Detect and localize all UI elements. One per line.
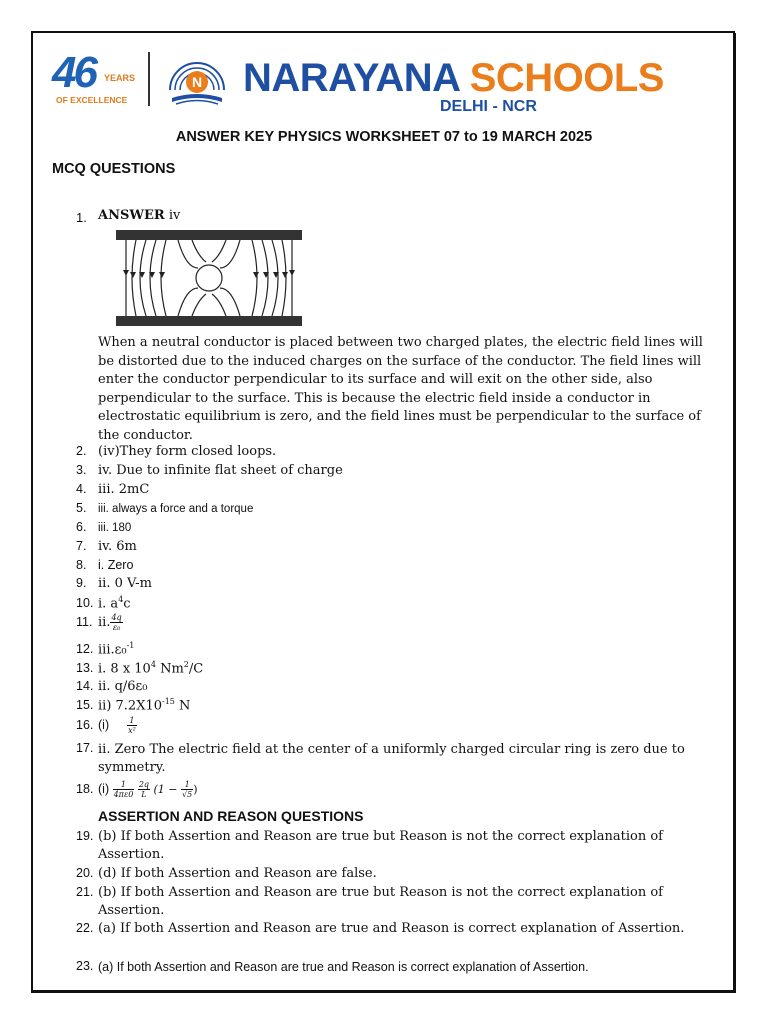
answer-row: 16. (i) $\frac{1}{\text{x²}}$ bbox=[76, 716, 136, 735]
answer-value: iv bbox=[168, 208, 181, 223]
answer-row: 11. ii. $\frac{4q}{\text{ε₀}}$ bbox=[76, 613, 122, 632]
excellence-text: OF EXCELLENCE bbox=[56, 95, 128, 105]
answer-17-text: ii. Zero The electric field at the center of a uniformly charged circular ring is zero due to symmetry. bbox=[98, 742, 685, 775]
answer-row: 7. iv. 6m bbox=[76, 539, 137, 554]
answer-row: 17. bbox=[76, 741, 94, 755]
document-title: ANSWER KEY PHYSICS WORKSHEET 07 to 19 MARCH 2025 bbox=[175, 129, 593, 145]
answer-row: 9. ii. 0 V-m bbox=[76, 576, 152, 591]
answer-row: 13. i. 8 x $10^4$ Nm$^2$/C bbox=[76, 660, 204, 677]
question-1-number: 1. bbox=[76, 210, 87, 225]
field-lines-diagram bbox=[116, 228, 302, 332]
fraction: $\frac{4q}{\text{ε₀}}$ bbox=[111, 613, 122, 632]
answer-row: 5. iii. always a force and a torque bbox=[76, 501, 254, 515]
question-1-explanation: When a neutral conductor is placed between two charged plates, the electric field lines will be distorted due to the induced charges on the surface of the conductor. The field lines will enter the conductor perpendicular to its surface and will exit on the other side, also perpendicular to the surface. This is because the electric field inside a conductor in electrostatic equilibrium is zero, and the field lines must be perpendicular to the surface of the conductor. bbox=[98, 335, 703, 443]
answer-row: 6. iii. 180 bbox=[76, 520, 132, 534]
answer-row: 19. bbox=[76, 829, 94, 843]
answer-22-text: (a) If both Assertion and Reason are true and Reason is correct explanation of Assertion. bbox=[98, 921, 685, 936]
answer-row: 18. (i) $\frac{1}{4\pi\varepsilon 0}$ $\frac{2q}{L}$ (1 − $\frac{1}{√5}$ ) bbox=[76, 780, 198, 799]
page-border-shadow-right bbox=[733, 33, 736, 993]
school-emblem-icon bbox=[162, 50, 232, 110]
answer-row: 21. bbox=[76, 885, 94, 899]
answer-row: 10. i. $a^4c$ bbox=[76, 595, 131, 612]
answer-row: 23. bbox=[76, 959, 94, 973]
answer-row: 12. iii.ε₀$^{-1}$ bbox=[76, 641, 135, 658]
section-heading-assertion-reason: ASSERTION AND REASON QUESTIONS bbox=[98, 808, 364, 824]
answer-row: 8. i. Zero bbox=[76, 558, 134, 572]
answer-row: 15. ii) $7.2X10^{-15}$ N bbox=[76, 697, 191, 714]
fraction: $\frac{1}{√5}$ bbox=[182, 780, 193, 799]
years-text: YEARS bbox=[104, 73, 136, 83]
answer-row: 3. iv. Due to infinite flat sheet of charge bbox=[76, 463, 343, 478]
answer-label: ANSWER bbox=[98, 208, 165, 223]
answer-row: 22. bbox=[76, 921, 94, 935]
fraction: $\frac{1}{\text{x²}}$ bbox=[128, 716, 136, 735]
answer-row: 2. (iv)They form closed loops. bbox=[76, 444, 277, 459]
answer-20-text: (d) If both Assertion and Reason are false. bbox=[98, 866, 377, 881]
answer-19-text: (b) If both Assertion and Reason are true but Reason is not the correct explanation of Assertion. bbox=[98, 829, 663, 862]
page-border-shadow-bottom bbox=[33, 990, 735, 993]
header-divider bbox=[148, 52, 150, 106]
years-number: 46 bbox=[52, 48, 95, 97]
fraction: $\frac{1}{4\pi\varepsilon 0}$ bbox=[113, 780, 134, 799]
brand-name bbox=[243, 58, 664, 98]
answer-21-text: (b) If both Assertion and Reason are true but Reason is not the correct explanation of Assertion. bbox=[98, 885, 663, 918]
answer-23-text: (a) If both Assertion and Reason are true and Reason is correct explanation of Assertion. bbox=[98, 960, 589, 974]
anniversary-logo bbox=[52, 48, 136, 108]
section-heading-mcq: MCQ QUESTIONS bbox=[52, 161, 176, 177]
region-label: DELHI - NCR bbox=[440, 98, 537, 115]
answer-row: 20. bbox=[76, 866, 94, 880]
fraction: $\frac{2q}{L}$ bbox=[138, 780, 150, 799]
svg-text:N: N bbox=[191, 74, 203, 90]
brand-name-part1: NARAYANA bbox=[243, 56, 460, 100]
answer-row: 4. iii. 2mC bbox=[76, 482, 150, 497]
question-1-answer bbox=[98, 208, 180, 223]
answer-row: 14. ii. q/6ε₀ bbox=[76, 679, 148, 694]
brand-name-part2: SCHOOLS bbox=[469, 56, 664, 100]
